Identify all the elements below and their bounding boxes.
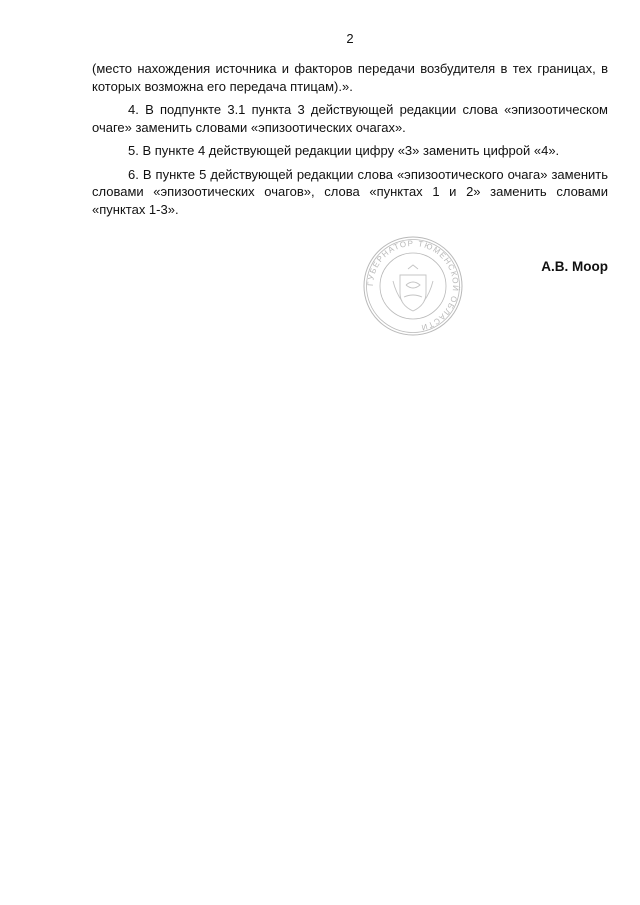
seal-ring-textpath: ГУБЕРНАТОР ТЮМЕНСКОЙ ОБЛАСТИ [365,238,461,333]
document-body [92,60,608,224]
page-number: 2 [346,31,354,46]
paragraph-item-4: 4. В подпункте 3.1 пункта 3 действующей редакции слова «эпизоотическом очаге» заменить словами «эпизоотических очагах». [92,102,608,135]
paragraph-continuation: (место нахождения источника и факторов передачи возбудителя в тех границах, в которых возможна его передача птицам).». [92,61,608,94]
paragraph-item-5: 5. В пункте 4 действующей редакции цифру «3» заменить цифрой «4». [128,143,560,158]
coat-of-arms-emblem [393,265,433,311]
signatory-name: А.В. Моор [541,259,608,274]
official-seal [362,235,464,337]
paragraph-item-6: 6. В пункте 5 действующей редакции слова «эпизоотического очага» заменить словами «эпизоотических очагов», слова «пунктах 1 и 2» заменить словами «пунктах 1-3». [92,166,608,217]
